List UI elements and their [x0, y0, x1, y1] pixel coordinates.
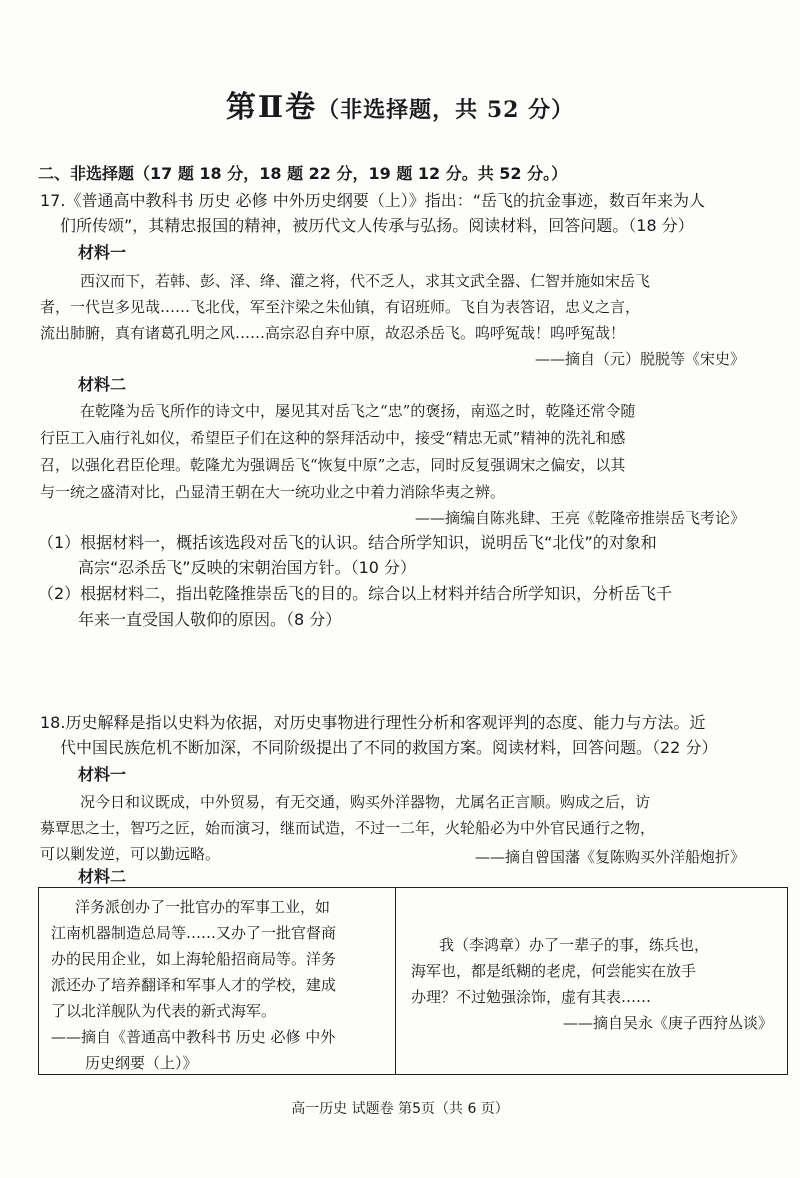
q17-material1-line2: 者，一代岂多见哉……飞北伐，军至汴梁之朱仙镇，有诏班师。飞自为表答诏，忠义之言， [40, 298, 641, 316]
q18-material1-line1: 况今日和议既成，中外贸易，有无交通，购买外洋器物，尤属名正言顺。购成之后，访 [80, 793, 651, 811]
right-cell-line: 办理？不过勉强涂饰，虚有其表…… [411, 988, 652, 1006]
left-cell-line: 了以北洋舰队为代表的新式海军。 [51, 1002, 277, 1020]
q18-material2-table [38, 887, 788, 1075]
q17-subquestion1-line2: 高宗“忍杀岳飞”反映的宋朝治国方针。（10 分） [78, 558, 417, 577]
left-cell-line: 洋务派创办了一批官办的军事工业，如 [75, 898, 331, 916]
section-heading: 二、非选择题（17 题 18 分，18 题 22 分，19 题 12 分。共 52 分。） [38, 164, 568, 183]
right-cell-line: 我（李鸿章）办了一辈子的事，练兵也， [439, 936, 710, 954]
left-cell-line: 派还办了培养翻译和军事人才的学校，建成 [51, 976, 337, 994]
q17-subquestion2-line2: 年来一直受国人敬仰的原因。（8 分） [78, 610, 342, 629]
paper-title-main: 第Ⅱ卷 [225, 90, 318, 125]
q18-material1-line2: 募覃思之士，智巧之匠，始而演习，继而试造，不过一二年，火轮船必为中外官民通行之物， [40, 819, 656, 837]
q17-stem-line2: 们所传颂”，其精忠报国的精神，被历代文人传承与弘扬。阅读材料，回答问题。（18 分） [60, 216, 694, 235]
q18-table-left-cell [51, 894, 387, 1076]
right-cell-line: 海军也，都是纸糊的老虎，何尝能实在放手 [411, 962, 697, 980]
table-divider [395, 888, 396, 1074]
left-cell-line: 江南机器制造总局等……又办了一批官督商 [51, 924, 337, 942]
paper-title [0, 82, 800, 126]
paper-title-subtitle: （非选择题，共 52 分） [317, 97, 575, 123]
q17-material2-line3: 召，以强化君臣伦理。乾隆尤为强调岳飞“恢复中原”之志，同时反复强调宋之偏安，以其 [40, 456, 626, 474]
q18-table-right-cell [411, 932, 779, 1036]
q18-material1-source: ——摘自曾国藩《复陈购买外洋船炮折》 [474, 848, 745, 866]
right-cell-source: ——摘自吴永《庚子西狩丛谈》 [562, 1014, 773, 1032]
q17-material1-label: 材料一 [78, 243, 127, 262]
page-footer: 高一历史 试题卷 第5页（共 6 页） [291, 1101, 509, 1117]
left-cell-source-cont: 历史纲要（上）》 [85, 1054, 198, 1072]
q17-subquestion1-line1: （1）根据材料一，概括该选段对岳飞的认识。结合所学知识，说明岳飞“北伐”的对象和 [38, 533, 657, 552]
q17-material2-source: ——摘编自陈兆肆、王亮《乾隆帝推崇岳飞考论》 [414, 509, 745, 527]
q18-stem-line2: 代中国民族危机不断加深，不同阶级提出了不同的救国方案。阅读材料，回答问题。（22 分） [60, 738, 718, 757]
q17-material2-label: 材料二 [78, 375, 127, 394]
q17-subquestion2-line1: （2）根据材料二，指出乾隆推崇岳飞的目的。综合以上材料并结合所学知识，分析岳飞千 [38, 584, 673, 603]
q18-stem-line1: 18.历史解释是指以史料为依据，对历史事物进行理性分析和客观评判的态度、能力与方法。近 [40, 713, 706, 732]
q17-material2-line2: 行臣工入庙行礼如仪，希望臣子们在这种的祭拜活动中，接受“精忠无贰”精神的洗礼和感 [40, 429, 626, 447]
left-cell-source: ——摘自《普通高中教科书 历史 必修 中外 [51, 1028, 336, 1046]
q17-material1-line1: 西汉而下，若韩、彭、泽、绛、灌之将，代不乏人，求其文武全器、仁智并施如宋岳飞 [80, 272, 651, 290]
q17-stem-line1: 17.《普通高中教科书 历史 必修 中外历史纲要（上）》指出：“岳飞的抗金事迹，数百年来为人 [40, 191, 705, 210]
q17-material1-line3: 流出肺腑，真有诸葛孔明之风……高宗忍自弃中原，故忍杀岳飞。呜呼冤哉！呜呼冤哉！ [40, 324, 626, 342]
q18-material1-line3: 可以剿发逆，可以勤远略。 [40, 845, 221, 863]
q17-material2-line1: 在乾隆为岳飞所作的诗文中，屡见其对岳飞之“忠”的褒扬，南巡之时，乾隆还常令随 [80, 402, 636, 420]
q18-material1-label: 材料一 [78, 765, 127, 784]
q17-material1-source: ——摘自（元）脱脱等《宋史》 [534, 350, 745, 368]
q18-material2-label: 材料二 [78, 867, 127, 886]
q17-material2-line4: 与一统之盛清对比，凸显清王朝在大一统功业之中着力消除华夷之辨。 [40, 483, 506, 501]
left-cell-line: 办的民用企业，如上海轮船招商局等。洋务 [51, 950, 337, 968]
